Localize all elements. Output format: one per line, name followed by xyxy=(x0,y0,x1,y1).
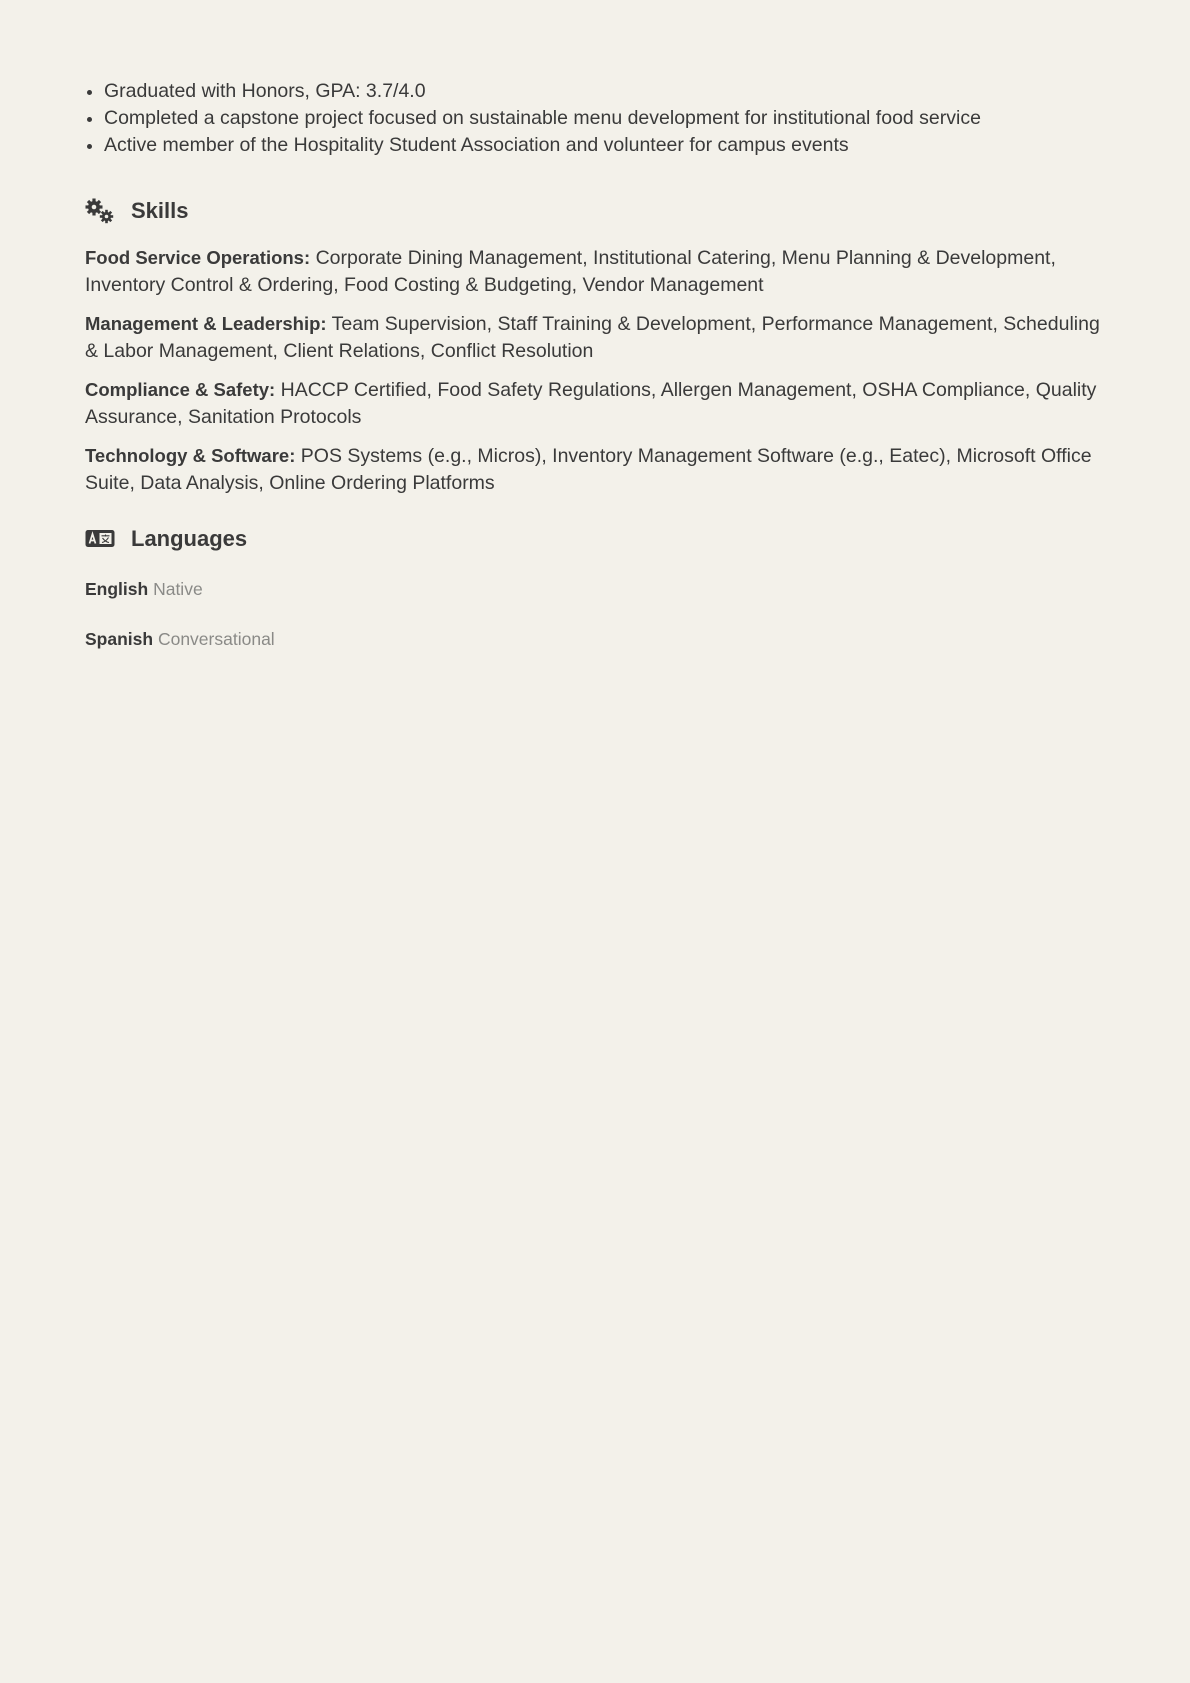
skill-text: HACCP Certified, Food Safety Regulations, Allergen Management, OSHA Compliance, Quality Assurance, Sanitation Protocols xyxy=(85,379,1097,428)
gears-icon xyxy=(85,198,115,224)
skill-category: Technology & Software: xyxy=(85,445,296,466)
language-item xyxy=(85,577,1105,601)
skills-list xyxy=(85,244,1105,497)
skill-text: Corporate Dining Management, Institutional Catering, Menu Planning & Development, Inventory Control & Ordering, Food Costing & Budgeting, Vendor Management xyxy=(85,247,1056,296)
language-level: Conversational xyxy=(157,629,275,649)
education-highlights-list xyxy=(85,78,1105,159)
skill-group xyxy=(85,376,1105,431)
list-item: Graduated with Honors, GPA: 3.7/4.0 xyxy=(85,78,1105,105)
skills-section-header xyxy=(85,196,1105,226)
skill-text: POS Systems (e.g., Micros), Inventory Management Software (e.g., Eatec), Microsoft Office Suite, Data Analysis, Online Ordering Platforms xyxy=(85,445,1092,494)
section-title: Skills xyxy=(131,198,189,223)
languages-list xyxy=(85,577,1105,651)
language-name: Spanish xyxy=(85,629,154,649)
skill-group xyxy=(85,442,1105,497)
skill-category: Food Service Operations: xyxy=(85,247,311,268)
skill-text: Team Supervision, Staff Training & Development, Performance Management, Scheduling & Labor Management, Client Relations, Conflict Resolution xyxy=(85,313,1100,362)
resume-page xyxy=(85,78,1105,677)
list-item: Completed a capstone project focused on sustainable menu development for institutional food service xyxy=(85,105,1105,132)
list-item: Active member of the Hospitality Student Association and volunteer for campus events xyxy=(85,132,1105,159)
section-title: Languages xyxy=(131,526,248,551)
language-name: English xyxy=(85,579,149,599)
skill-category: Management & Leadership: xyxy=(85,313,327,334)
language-icon xyxy=(85,526,115,552)
language-level: Native xyxy=(153,579,203,599)
skill-category: Compliance & Safety: xyxy=(85,379,276,400)
skill-group xyxy=(85,244,1105,299)
language-item xyxy=(85,627,1105,651)
languages-section-header xyxy=(85,524,1105,554)
skill-group xyxy=(85,310,1105,365)
